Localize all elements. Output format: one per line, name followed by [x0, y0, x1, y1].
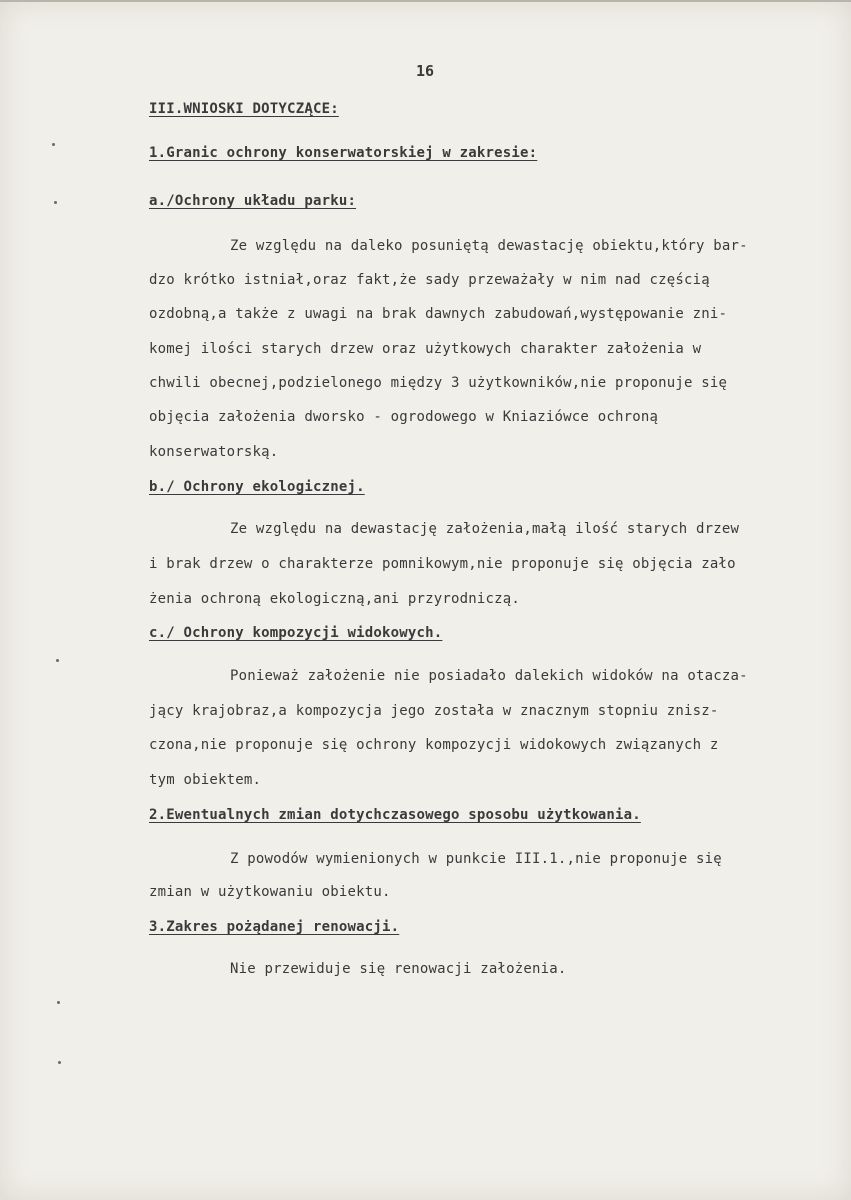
paragraph-line: chwili obecnej,podzielonego między 3 użytkowników,nie proponuje się [149, 375, 728, 391]
section-title: III.WNIOSKI DOTYCZĄCE: [149, 101, 339, 117]
paragraph-line: Ponieważ założenie nie posiadało dalekich widoków na otacza- [230, 668, 748, 684]
paragraph-line: komej ilości starych drzew oraz użytkowych charakter założenia w [149, 341, 702, 357]
section-3-heading: 3.Zakres pożądanej renowacji. [149, 919, 400, 935]
section-1-heading: 1.Granic ochrony konserwatorskiej w zakresie: [149, 145, 538, 161]
paragraph-line: Z powodów wymienionych w punkcie III.1.,nie proponuje się [230, 851, 722, 867]
subsection-b-heading: b./ Ochrony ekologicznej. [149, 479, 365, 495]
scan-edge [0, 0, 851, 2]
margin-mark [52, 143, 55, 146]
margin-mark [56, 659, 59, 662]
margin-mark [58, 1061, 61, 1064]
margin-mark [57, 1001, 60, 1004]
page-number: 16 [416, 62, 435, 80]
paragraph-line: czona,nie proponuje się ochrony kompozycji widokowych związanych z [149, 737, 719, 753]
subsection-c-heading: c./ Ochrony kompozycji widokowych. [149, 625, 443, 641]
paragraph-line: żenia ochroną ekologiczną,ani przyrodniczą. [149, 591, 521, 607]
section-2-heading: 2.Ewentualnych zmian dotychczasowego sposobu użytkowania. [149, 807, 641, 823]
paragraph-line: zmian w użytkowaniu obiektu. [149, 884, 391, 900]
paragraph-line: Ze względu na daleko posuniętą dewastację obiektu,który bar- [230, 238, 748, 254]
paragraph-line: tym obiektem. [149, 772, 262, 788]
paragraph-line: Ze względu na dewastację założenia,małą ilość starych drzew [230, 521, 740, 537]
paragraph-line: konserwatorską. [149, 444, 279, 460]
paragraph-line: jący krajobraz,a kompozycja jego została w znacznym stopniu znisz- [149, 703, 719, 719]
paragraph-line: Nie przewiduje się renowacji założenia. [230, 961, 567, 977]
subsection-a-heading: a./Ochrony układu parku: [149, 193, 357, 209]
margin-mark [54, 201, 57, 204]
paragraph-line: ozdobną,a także z uwagi na brak dawnych zabudowań,występowanie zni- [149, 306, 728, 322]
paragraph-line: i brak drzew o charakterze pomnikowym,nie proponuje się objęcia zało [149, 556, 736, 572]
paragraph-line: dzo krótko istniał,oraz fakt,że sady przeważały w nim nad częścią [149, 272, 710, 288]
paragraph-line: objęcia założenia dworsko - ogrodowego w Kniaziówce ochroną [149, 409, 659, 425]
